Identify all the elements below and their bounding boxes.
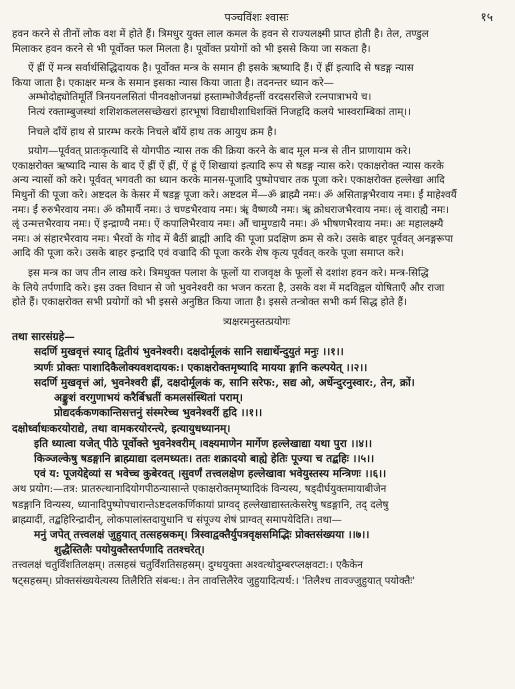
verse-line: त्र्यर्णः प्रोक्तः पाशादिकैलोक्यवशदायक:। एकाक्षरोक्तमृष्यादि मायया ङ्गानि कल्पयेत् ।।२।। (34, 361, 368, 374)
mantra-paragraph (12, 62, 501, 91)
japa-paragraph (12, 267, 501, 311)
verse-line: प्रोद्यदर्ककणकान्तिसत्तनुं संस्मरेच्च भुवनेश्वरीं हृदि ।।१।। (54, 407, 263, 420)
verse-line: नित्यं रक्ताम्बुजस्थां शशिशकललसच्छेखरां हारभूषां विद्याधीशाधिशक्तिं निजहृदि कलये भास्वराम्बिकां ताम्।। (28, 106, 412, 118)
text-line: प्रयोग—पूर्ववत् प्रातःकृत्यादि से योगपीठ न्यास तक की क्रिया करने के बाद मूल मन्त्र से तीन प्राणायाम करे। (28, 146, 412, 158)
verse-line: अम्भोदोद्द्योतिमूर्तिं त्रिनयनलसितां पीनवक्षोजनम्रां हस्ताम्भोजैर्वहन्तीं वरदसरसिजे रत्नपात्राभये च। (28, 92, 372, 104)
text-line: होते हैं। एकाक्षरोक्त सभी प्रयोगों को भी इससे अनुष्ठित किया जाता है। इससे तन्त्रोक्त सभी कर्म सिद्ध होते हैं। (12, 297, 407, 309)
verse-line: सदर्णि मुखवृत्तं स्याद् द्वितीयं भुवनेश्वरी। दक्षदोर्मूलकं सानि सद्यार्थेन्दुयुतं मनुः ।।१।। (34, 346, 344, 359)
text-line: हवन करने से तीनों लोक वश में होते हैं। त्रिमधुर युक्त लाल कमल के हवन से राज्यलक्ष्मी प्राप्त होती है। तेल, तण्डुल (12, 29, 429, 40)
text-line: ॡं उन्मत्तभैरवाय नमः। ऐं इन्द्राण्यै नमः। ऐं कपालिभैरवाय नमः। औं चामुण्डायै नमः। ॐ भीषणभैरवाय नमः। अः महालक्ष्म्यै (12, 219, 444, 231)
text-line: नमः। ईं रुरुभैरवाय नमः। ॐ कौमार्यै नमः। उं चण्डभैरवाय नमः। ॠं वैष्णव्यै नमः। ॠं क्रोधराजभैरवाय नमः। ॡं वाराह्यै नमः। (12, 204, 449, 216)
verse-line: दक्षोर्ध्वाधःकरयोराद्ये, तथा वामकरयोरन्त्ये, इत्यायुधध्यानम्। (12, 422, 231, 435)
verse-line: शुद्धैस्तिलैः पयोयुक्तैस्तर्पणादि ततश्चरेत्। (54, 544, 205, 557)
text-line: नमः। अं संहारभैरवाय नमः। भैरवों के गोद में बैठीं ब्राह्मी आदि की पूजा प्रदक्षिण क्रम से करे। उसके बाहर पूर्ववत् अनङ्गरूपा (12, 233, 454, 245)
text-line: मिलाकर हवन करने से भी पूर्वोक्त फल मिलता है। पूर्वोक्त प्रयोगों को भी इससे किया जा सकता है। (12, 43, 371, 55)
text-line: इस मन्त्र का जप तीन लाख करे। त्रिमधुक्त पलाश के फूलों या राजवृक्ष के फूलों से दशांश हवन करे। मन्त्र-सिद्धि (28, 267, 429, 279)
text-line: निचले दाँयें हाथ से प्रारम्भ करके निचले बाँयें हाथ तक आयुध क्रम है। (28, 126, 277, 138)
commentary-line: अथ प्रयोग:—तत्र: प्रातरुत्थानादियोगपीठन्यासान्ते एकाक्षरोक्तमृष्यादिकं विन्यस्य, षड्दीर्घयुक्तमायाबीजेन (12, 484, 387, 496)
verse-line: किञ्जल्केषु षडङ्गानि ब्राह्म्याद्या दलमध्यतः। ततः शक्रादयो बाह्ये हेतिः पूज्या च तद्बहिः ।।५।। (34, 452, 375, 465)
sanskrit-verses (12, 330, 501, 588)
commentary-line: षट्सहस्रम्। प्रोक्तसंख्ययेत्यस्य तिलैरिति संबन्ध:। तेन तावत्तिलैरेव जुहुयादित्यर्थ:। 'तिलैश्च तावज्जुहुयात् पयोक्तैः' (12, 575, 416, 587)
text-line: मिथुनों की पूजा करे। अष्टदल के केसर में षडङ्ग पूजा करे। अष्टदल में—ॐ ब्राह्म्यै नमः। ॐ असिताङ्गभैरवाय नमः। ईं माहेश्वर्यै (12, 189, 457, 201)
chapter-title: पञ्चविंशः श्वासः (224, 11, 289, 24)
text-line: अन्य न्यासों को करे। पूर्ववत् भगवती का ध्यान करके मानस-पूजादि पुष्पोपचार तक पूजा करे। एकाक्षरोक्त हल्लेखा आदि (12, 175, 445, 187)
commentary-line: षडङ्गानि विन्यस्य, ध्यानादिपुष्पोपचारान्तेऽष्टदलकर्णिकायां प्राग्वद् हल्लेखाद्यास्तत्केसरेषु षडङ्गानि, तद् दलेषु (12, 499, 389, 511)
top-paragraph (12, 28, 501, 57)
section-heading: त्र्यक्षरमनुस्तत्प्रयोगः (222, 316, 291, 328)
commentary-line: तत्त्वलक्षं चतुर्विंशतिलक्षम्। तत्सहस्रं चतुर्विंशतिसहस्रम्। दुग्धयुक्ता अश्वत्थोदुम्बरप्लक्षवटा:। एकैकेन (12, 560, 363, 572)
text-line: किया जाता है। एकाक्षर मन्त्र के समान इसका न्यास किया जाता है। तदनन्तर ध्यान करे— (12, 77, 334, 89)
dhyana-verse (12, 91, 501, 120)
verse-line: सदर्णि मुखवृत्तं आं, भुवनेश्वरी ह्रीं, दक्षदोर्मूलकं क, सानि सरेफ:, सद्य ओ, अर्धेन्दुरनुस्वार:, तेन, क्रों। (34, 376, 415, 389)
verse-line: तथा सारसंग्रहे— (12, 331, 75, 344)
text-line: आदि की पूजा करे। उसके बाहर इन्द्रादि एवं वज्रादि की पूजा करके शेष कृत्य पूर्ववत् करके पूजा समाप्त करे। (12, 248, 404, 260)
text-line: एकाक्षरोक्त ऋष्यादि न्यास के बाद ऐं ह्रीं ऐं ह्रीं, ऐं ह्रूं ऐं शिखायां इत्यादि रूप से षडङ्ग न्यास करे। एकाक्षरोक्त न्यास करके (12, 160, 444, 172)
verse-line: अङ्कुशं वरगुणाभयं करैर्बिभ्रतीं कमलसंस्थितां पराम्। (54, 392, 243, 405)
text-line: ऐं ह्रीं ऐं मन्त्र सर्वार्थसिद्धिदायक है। पूर्वोक्त मन्त्र के समान ही इसके ऋष्यादि हैं। ऐं ह्रीं इत्यादि से षडङ्ग न्यास (28, 63, 414, 75)
page-header (12, 8, 501, 28)
weapon-order-line (12, 126, 501, 141)
commentary-line: ब्राह्म्यादीं, तद्बहिरिन्द्रादीन्, लोकपालांस्तदायुधानि च संपूज्य शेषं प्राग्वत् समापयेदिति। तथा— (12, 514, 342, 526)
verse-line: एवं य: पूजयेद्देव्यां स भवेच्च कुबेरवत् ।सुवर्णं तत्त्वलक्षेण हल्लेखावा भवेयुस्तस्य मन्त्रिणः ।।६।। (34, 468, 387, 481)
text-line: के लिये तर्पणादि करे। इस उक्त विधान से जो भुवनेश्वरी का भजन करता है, उसके वश में मदविह्वल योषिताएँ और राजा (12, 282, 445, 294)
page-number: १५ (480, 10, 493, 24)
prayoga-paragraph (12, 145, 501, 262)
verse-line: मनुं जपेत् तत्त्वलक्षं जुहुयात् तत्सहस्रकम्। त्रिस्वाद्वक्तैर्युपत्रवृक्षसमिद्भिः प्रोक्तसंख्यया ।।७।। (34, 528, 370, 541)
verse-line: इति ध्यात्वा यजेत् पीठे पूर्वोक्ते भुवनेश्वरीम् ।वक्ष्यमाणेन मार्गेण हल्लेखाद्या यथा पुरा ।।४।। (34, 437, 373, 450)
